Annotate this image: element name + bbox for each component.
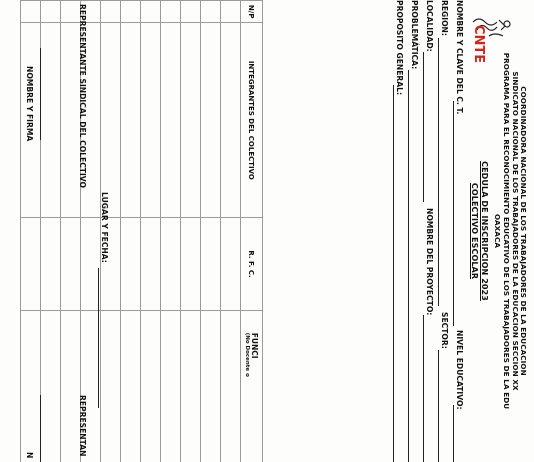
- form-title: CEDULA DE INSCRIPCION 2023: [480, 161, 489, 301]
- table-row: [161, 1, 181, 462]
- col-integrantes: INTEGRANTES DEL COLECTIVO: [241, 23, 263, 218]
- region-line: [438, 38, 439, 306]
- problematica-line: [408, 70, 409, 462]
- firma-line-right: [40, 395, 41, 462]
- nombre-label: NOMBRE Y CLAVE DEL C. T.: [455, 0, 464, 115]
- cnte-logo-art: [469, 14, 519, 80]
- table-row: [201, 1, 221, 462]
- nombre-right-label: N: [25, 452, 34, 459]
- problematica-label: PROBLEMÁTICA:: [410, 0, 419, 70]
- members-table: [20, 0, 263, 462]
- nivel-label: NIVEL EDUCATIVO:: [455, 330, 464, 410]
- header-line-2: SINDICATO NACIONAL DE LOS TRABAJADORES DE LA EDUCACION SECCION XX: [511, 71, 520, 391]
- proyecto-label: NOMBRE DEL PROYECTO:: [425, 208, 434, 316]
- col-funcion-note: (No Docente o: [244, 332, 250, 377]
- localidad-label: LOCALIDAD:: [425, 0, 434, 52]
- cnte-logo-text: CNTE: [471, 25, 486, 64]
- lugar-fecha-line: [98, 268, 99, 408]
- proposito-label: PROPOSITO GENERAL:: [395, 0, 404, 96]
- table-row: [221, 1, 241, 462]
- localidad-line: [423, 52, 424, 202]
- table-row: [121, 1, 141, 462]
- sector-label: SECTOR:: [440, 312, 449, 349]
- lugar-fecha-label: LUGAR Y FECHA:: [100, 192, 109, 263]
- nombre-firma-label: NOMBRE Y FIRMA: [25, 66, 34, 142]
- header-line-3: PROGRAMA PARA EL RECONOCIMIENTO EDUCATIVO DE LOS TRABAJADORES DE LA EDU: [502, 52, 511, 410]
- rep-sindical-label: REPRESENTANTE SINDICAL DEL COLECTIVO: [78, 4, 87, 188]
- proyecto-line: [423, 315, 424, 462]
- table-row: [181, 1, 201, 462]
- rep-right-label: REPRESENTAN: [78, 395, 87, 457]
- table-row: [141, 1, 161, 462]
- cnte-logo: [469, 14, 519, 80]
- firma-line-left: [40, 48, 41, 140]
- proposito-line: [393, 85, 394, 462]
- sector-line: [438, 350, 439, 462]
- header-line-4: OAXACA: [493, 213, 502, 249]
- col-funcion: [241, 310, 263, 462]
- region-label: REGION:: [440, 0, 449, 36]
- col-np: N/P: [241, 1, 263, 23]
- header-line-1: COORDINADORA NACIONAL DE LOS TRABAJADORES DE LA EDUCACION: [519, 86, 528, 376]
- nombre-line: [453, 101, 454, 326]
- form-subtitle: COLECTIVO ESCOLAR: [470, 182, 479, 280]
- col-rfc: R. F. C.: [241, 218, 263, 310]
- nivel-line: [453, 405, 454, 462]
- table-row: [41, 1, 61, 462]
- col-funcion-title: FUNCI: [250, 332, 259, 359]
